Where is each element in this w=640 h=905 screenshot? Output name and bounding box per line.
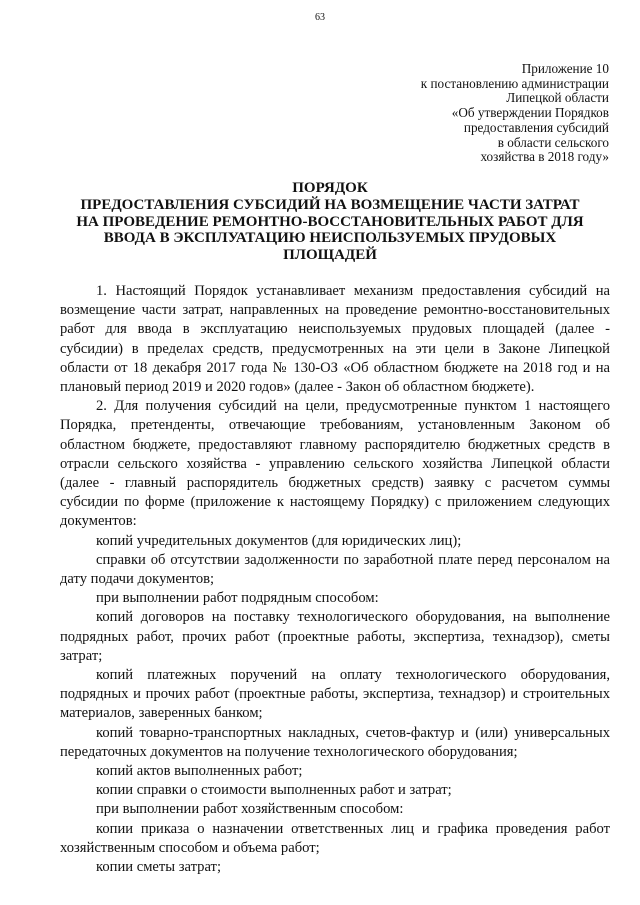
paragraph-2: 2. Для получения субсидий на цели, предусмотренные пунктом 1 настоящего Порядка, претенденты, отвечающие требованиям, установленным Законом об областном бюджете, предоставляют главному распорядителю бюджетных средств в отрасли сельского хозяйства - управлению сельского хозяйства Липецкой области (далее - главный распорядитель бюджетных средств) заявку с расчетом суммы субсидии по форме (приложение к настоящему Порядку) с приложением следующих документов: xyxy=(60,398,610,530)
appendix-line: Приложение 10 xyxy=(521,61,609,76)
appendix-line: к постановлению администрации xyxy=(420,75,609,91)
title-line: ПЛОЩАДЕЙ xyxy=(283,247,377,264)
document-title xyxy=(60,180,600,264)
list-item: копий актов выполненных работ; xyxy=(96,763,303,780)
appendix-note xyxy=(369,62,609,165)
paragraph-1: 1. Настоящий Порядок устанавливает механизм предоставления субсидий на возмещение части затрат, направленных на проведение ремонтно-восстановительных работ для ввода в эксплуатацию неиспользуемых прудовых площадей (далее - субсидии) в пределах средств, предусмотренных на эти цели в Законе Липецкой области от 18 декабря 2017 года № 130-ОЗ «Об областном бюджете на 2018 год и на плановый период 2019 и 2020 годов» (далее - Закон об областном бюджете). xyxy=(60,283,610,396)
appendix-line: хозяйства в 2018 году» xyxy=(480,149,609,165)
list-item: копий учредительных документов (для юридических лиц); xyxy=(96,532,462,549)
list-item: копий товарно-транспортных накладных, счетов-фактур и (или) универсальных передаточных документов на получение технологического оборудования; xyxy=(60,724,610,760)
title-line: ПРЕДОСТАВЛЕНИЯ СУБСИДИЙ НА ВОЗМЕЩЕНИЕ ЧАСТИ ЗАТРАТ xyxy=(80,196,580,213)
title-line: НА ПРОВЕДЕНИЕ РЕМОНТНО-ВОССТАНОВИТЕЛЬНЫХ РАБОТ ДЛЯ xyxy=(76,213,584,230)
title-line: ПОРЯДОК xyxy=(292,180,368,196)
list-item: при выполнении работ хозяйственным способом: xyxy=(96,801,404,818)
appendix-line: «Об утверждении Порядков xyxy=(451,105,609,121)
list-item: при выполнении работ подрядным способом: xyxy=(96,590,379,607)
appendix-line: предоставления субсидий xyxy=(463,119,609,135)
page-number: 63 xyxy=(315,12,325,23)
appendix-line: Липецкой области xyxy=(506,90,609,106)
list-item: справки об отсутствии задолженности по заработной плате перед персоналом на дату подачи документов; xyxy=(60,551,610,588)
list-item: копий договоров на поставку технологического оборудования, на выполнение подрядных работ, прочих работ (проектные работы, экспертиза, технадзор), сметы затрат; xyxy=(60,609,610,664)
title-line: ВВОДА В ЭКСПЛУАТАЦИЮ НЕИСПОЛЬЗУЕМЫХ ПРУДОВЫХ xyxy=(103,230,557,247)
list-item: копии сметы затрат; xyxy=(96,859,221,876)
appendix-line: в области сельского xyxy=(497,134,609,150)
list-item: копии приказа о назначении ответственных лиц и графика проведения работ хозяйственным способом и объема работ; xyxy=(60,820,610,856)
list-item: копий платежных поручений на оплату технологического оборудования, подрядных и прочих работ (проектные работы, экспертиза, технадзор) и строительных материалов, заверенных банком; xyxy=(60,667,610,722)
list-item: копии справки о стоимости выполненных работ и затрат; xyxy=(96,782,452,799)
document-body xyxy=(60,282,610,877)
